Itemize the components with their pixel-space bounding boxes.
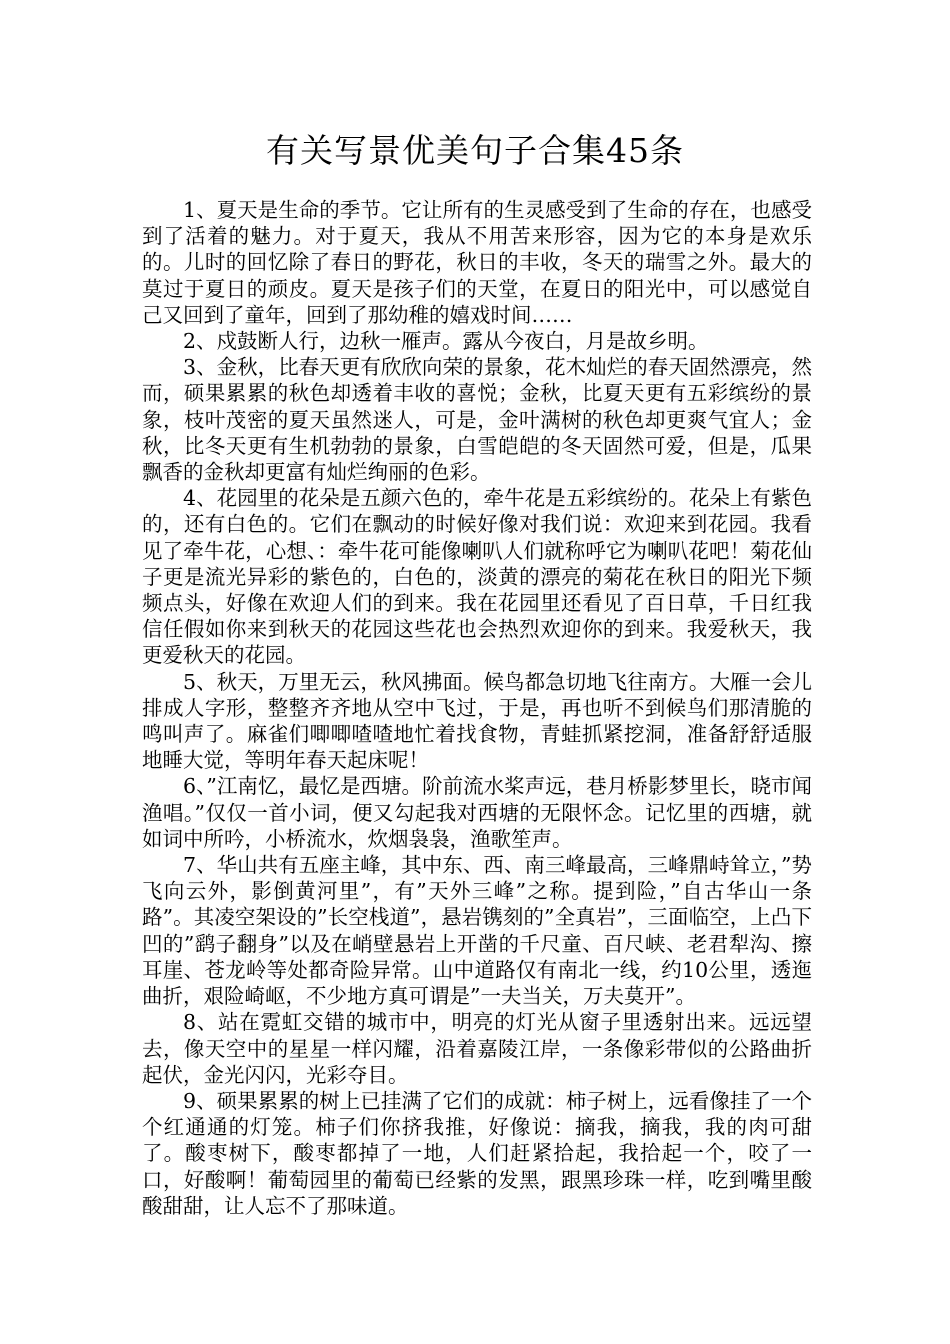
- paragraph-2: 2、戍鼓断人行，边秋一雁声。露从今夜白，月是故乡明。: [183, 329, 709, 354]
- paragraph-7: 7、华山共有五座主峰，其中东、西、南三峰最高，三峰鼎峙耸立，”势飞向云外，影倒黄河里”，有”天外三峰”之称。提到险，”自古华山一条路”。其凌空架设的”长空栈道”，悬岩镌刻的”全真岩”，三面临空，上凸下凹的”鹞子翻身”以及在峭壁悬岩上开凿的千尺童、百尺峡、老君犁沟、擦耳崖、苍龙岭等处都奇险异常。山中道路仅有南北一线，约10公里，透迤曲折，艰险崎岖，不少地方真可谓是”一夫当关，万夫莫开”。: [142, 853, 812, 1009]
- paragraph-4: 4、花园里的花朵是五颜六色的，牵牛花是五彩缤纷的。花朵上有紫色的，还有白色的。它们在飘动的时候好像对我们说：欢迎来到花园。我看见了牵牛花，心想、：牵牛花可能像喇叭人们就称呼它为喇叭花吧！菊花仙子更是流光异彩的紫色的，白色的，淡黄的漂亮的菊花在秋日的阳光下频频点头，好像在欢迎人们的到来。我在花园里还看见了百日草，千日红我信任假如你来到秋天的花园这些花也会热烈欢迎你的到来。我爱秋天，我更爱秋天的花园。: [142, 486, 812, 668]
- paragraph-8: 8、站在霓虹交错的城市中，明亮的灯光从窗子里透射出来。远远望去，像天空中的星星一样闪耀，沿着嘉陵江岸，一条像彩带似的公路曲折起伏，金光闪闪，光彩夺目。: [142, 1010, 812, 1087]
- paragraph-9: 9、硕果累累的树上已挂满了它们的成就：柿子树上，远看像挂了一个个红通通的灯笼。柿子们你挤我推，好像说：摘我，摘我，我的肉可甜了。酸枣树下，酸枣都掉了一地，人们赶紧拾起，我拾起一个，咬了一口，好酸啊！葡萄园里的葡萄已经紫的发黑，跟黑珍珠一样，吃到嘴里酸酸甜甜，让人忘不了那味道。: [142, 1088, 812, 1218]
- paragraph-5: 5、秋天，万里无云，秋风拂面。候鸟都急切地飞往南方。大雁一会儿排成人字形，整整齐齐地从空中飞过，于是，再也听不到候鸟们那清脆的鸣叫声了。麻雀们唧唧喳喳地忙着找食物，青蛙抓紧挖洞，准备舒舒适服地睡大觉，等明年春天起床呢！: [142, 669, 812, 773]
- paragraph-1: 1、夏天是生命的季节。它让所有的生灵感受到了生命的存在，也感受到了活着的魅力。对于夏天，我从不用苦来形容，因为它的本身是欢乐的。儿时的回忆除了春日的野花，秋日的丰收，冬天的瑞雪之外。最大的莫过于夏日的顽皮。夏天是孩子们的天堂，在夏日的阳光中，可以感觉自己又回到了童年，回到了那幼稚的嬉戏时间……: [142, 198, 812, 327]
- paragraph-6: 6、”江南忆，最忆是西塘。阶前流水桨声远，巷月桥影梦里长，晓市闻渔唱。”仅仅一首小词，便又勾起我对西塘的无限怀念。记忆里的西塘，就如词中所吟，小桥流水，炊烟袅袅，渔歌笙声。: [142, 774, 812, 851]
- document-body: [142, 197, 812, 1219]
- document-title: 有关写景优美句子合集45条: [266, 131, 684, 170]
- paragraph-3: 3、金秋，比春天更有欣欣向荣的景象，花木灿烂的春天固然漂亮，然而，硕果累累的秋色却透着丰收的喜悦；金秋，比夏天更有五彩缤纷的景象，枝叶茂密的夏天虽然迷人，可是，金叶满树的秋色却更爽气宜人；金秋，比冬天更有生机勃勃的景象，白雪皑皑的冬天固然可爱，但是，瓜果飘香的金秋却更富有灿烂绚丽的色彩。: [142, 355, 812, 485]
